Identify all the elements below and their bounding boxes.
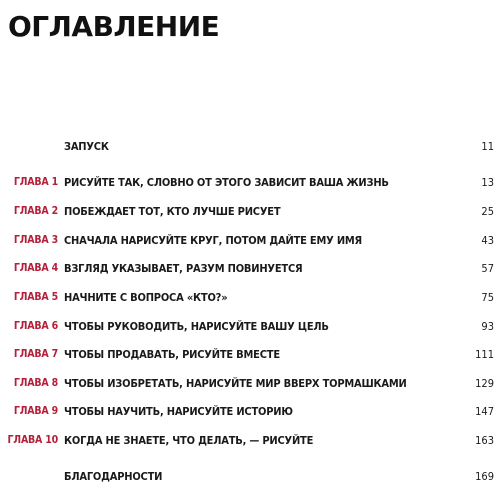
chapter-title: ЧТОБЫ РУКОВОДИТЬ, НАРИСУЙТЕ ВАШУ ЦЕЛЬ bbox=[64, 319, 329, 333]
chapter-title: ПОБЕЖДАЕТ ТОТ, КТО ЛУЧШЕ РИСУЕТ bbox=[64, 204, 281, 218]
chapter-title: РИСУЙТЕ ТАК, СЛОВНО ОТ ЭТОГО ЗАВИСИТ ВАША ЖИЗНЬ bbox=[64, 175, 389, 189]
chapter-number: ГЛАВА 6 bbox=[13, 320, 58, 332]
chapter-title: ЧТОБЫ ИЗОБРЕТАТЬ, НАРИСУЙТЕ МИР ВВЕРХ ТОРМАШКАМИ bbox=[64, 376, 407, 390]
page-number: 163 bbox=[475, 433, 494, 447]
chapter-number: ГЛАВА 4 bbox=[13, 262, 58, 274]
toc-entry[interactable] bbox=[0, 373, 500, 393]
chapter-title: ВЗГЛЯД УКАЗЫВАЕТ, РАЗУМ ПОВИНУЕТСЯ bbox=[64, 261, 303, 275]
toc-entry[interactable] bbox=[0, 136, 500, 156]
toc-entry[interactable] bbox=[0, 344, 500, 364]
toc-entry[interactable] bbox=[0, 172, 500, 192]
chapter-title: КОГДА НЕ ЗНАЕТЕ, ЧТО ДЕЛАТЬ, — РИСУЙТЕ bbox=[64, 433, 314, 447]
page-number: 111 bbox=[475, 347, 494, 361]
chapter-number: ГЛАВА 3 bbox=[13, 234, 58, 246]
toc-entry[interactable] bbox=[0, 201, 500, 221]
toc-entry[interactable] bbox=[0, 430, 500, 450]
page-number: 93 bbox=[481, 319, 494, 333]
toc-entry[interactable] bbox=[0, 230, 500, 250]
chapter-number: ГЛАВА 1 bbox=[13, 176, 58, 188]
page-number: 11 bbox=[481, 139, 494, 153]
chapter-title: ЧТОБЫ НАУЧИТЬ, НАРИСУЙТЕ ИСТОРИЮ bbox=[64, 404, 293, 418]
page-title: ОГЛАВЛЕНИЕ bbox=[8, 10, 220, 43]
page-number: 25 bbox=[481, 204, 494, 218]
chapter-number: ГЛАВА 7 bbox=[13, 348, 58, 360]
page-number: 129 bbox=[475, 376, 494, 390]
page-number: 43 bbox=[481, 233, 494, 247]
toc-entry[interactable] bbox=[0, 287, 500, 307]
chapter-title: ЧТОБЫ ПРОДАВАТЬ, РИСУЙТЕ ВМЕСТЕ bbox=[64, 347, 280, 361]
chapter-title: БЛАГОДАРНОСТИ bbox=[64, 469, 163, 483]
chapter-title: НАЧНИТЕ С ВОПРОСА «КТО?» bbox=[64, 290, 228, 304]
chapter-number: ГЛАВА 10 bbox=[7, 434, 58, 446]
toc-entry[interactable] bbox=[0, 466, 500, 486]
page-number: 169 bbox=[475, 469, 494, 483]
chapter-number: ГЛАВА 9 bbox=[13, 405, 58, 417]
toc-entry[interactable] bbox=[0, 258, 500, 278]
chapter-title: СНАЧАЛА НАРИСУЙТЕ КРУГ, ПОТОМ ДАЙТЕ ЕМУ ИМЯ bbox=[64, 233, 362, 247]
page-number: 147 bbox=[475, 404, 494, 418]
chapter-number: ГЛАВА 2 bbox=[13, 205, 58, 217]
page-number: 57 bbox=[481, 261, 494, 275]
toc-entry[interactable] bbox=[0, 401, 500, 421]
toc-entry[interactable] bbox=[0, 316, 500, 336]
page-number: 75 bbox=[481, 290, 494, 304]
chapter-number: ГЛАВА 5 bbox=[13, 291, 58, 303]
chapter-number: ГЛАВА 8 bbox=[13, 377, 58, 389]
page-number: 13 bbox=[481, 175, 494, 189]
chapter-title: ЗАПУСК bbox=[64, 139, 109, 153]
